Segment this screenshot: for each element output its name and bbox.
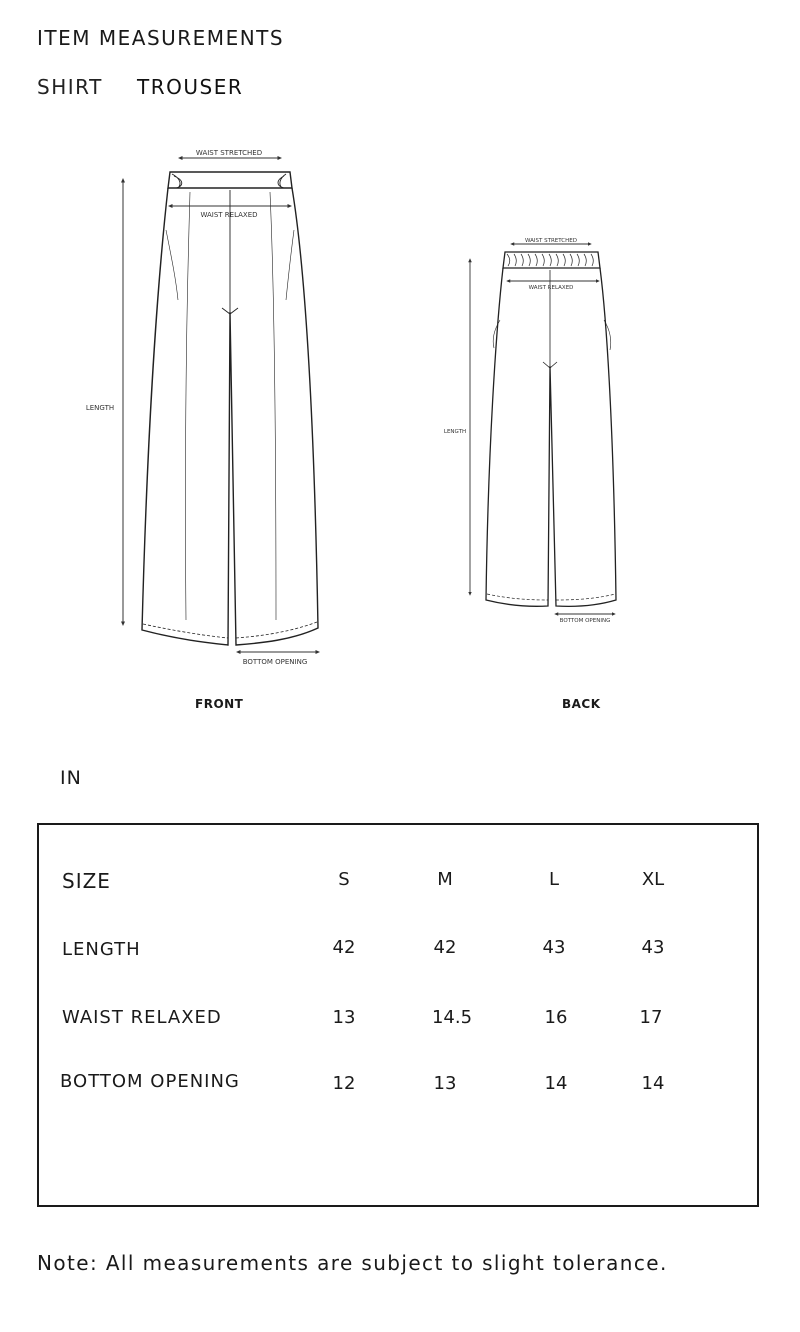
page-title: ITEM MEASUREMENTS	[37, 26, 285, 50]
table-cell: 16	[544, 1007, 568, 1028]
row-label-length: LENGTH	[62, 939, 141, 960]
tab-trouser[interactable]: TROUSER	[137, 75, 244, 99]
size-header-l: L	[548, 869, 560, 890]
front-view-label: FRONT	[195, 697, 244, 711]
back-waist-relaxed-label: WAIST RELAXED	[528, 285, 574, 291]
front-waist-stretched-label: WAIST STRETCHED	[195, 149, 263, 157]
size-table	[37, 823, 759, 1207]
size-header-label: SIZE	[62, 869, 111, 893]
table-cell: 17	[639, 1007, 663, 1028]
table-cell: 12	[332, 1073, 356, 1094]
back-bottom-opening-label: BOTTOM OPENING	[559, 618, 611, 624]
size-header-s: S	[338, 869, 350, 890]
table-cell: 14	[641, 1073, 665, 1094]
unit-label: IN	[60, 767, 82, 789]
size-header-m: M	[437, 869, 453, 890]
table-cell: 13	[332, 1007, 356, 1028]
front-trouser-drawing	[142, 172, 318, 645]
front-bottom-opening-label: BOTTOM OPENING	[242, 658, 308, 666]
tab-shirt[interactable]: SHIRT	[37, 75, 103, 99]
back-length-label: LENGTH	[443, 429, 467, 435]
back-view-label: BACK	[562, 697, 601, 711]
front-waist-relaxed-label: WAIST RELAXED	[200, 211, 258, 219]
front-measure-lines	[123, 158, 318, 652]
table-cell: 42	[433, 937, 457, 958]
front-length-label: LENGTH	[85, 404, 115, 412]
trouser-diagram	[0, 130, 800, 730]
tolerance-note: Note: All measurements are subject to slight tolerance.	[37, 1251, 668, 1275]
row-label-bottom-opening: BOTTOM OPENING	[60, 1071, 240, 1092]
table-cell: 42	[332, 937, 356, 958]
table-cell: 13	[433, 1073, 457, 1094]
back-trouser-drawing	[486, 252, 616, 606]
size-header-xl: XL	[641, 869, 665, 890]
table-cell: 14.5	[431, 1007, 473, 1028]
row-label-waist-relaxed: WAIST RELAXED	[62, 1007, 222, 1028]
table-cell: 43	[542, 937, 566, 958]
table-cell: 43	[641, 937, 665, 958]
back-waist-stretched-label: WAIST STRETCHED	[525, 238, 577, 244]
table-cell: 14	[544, 1073, 568, 1094]
